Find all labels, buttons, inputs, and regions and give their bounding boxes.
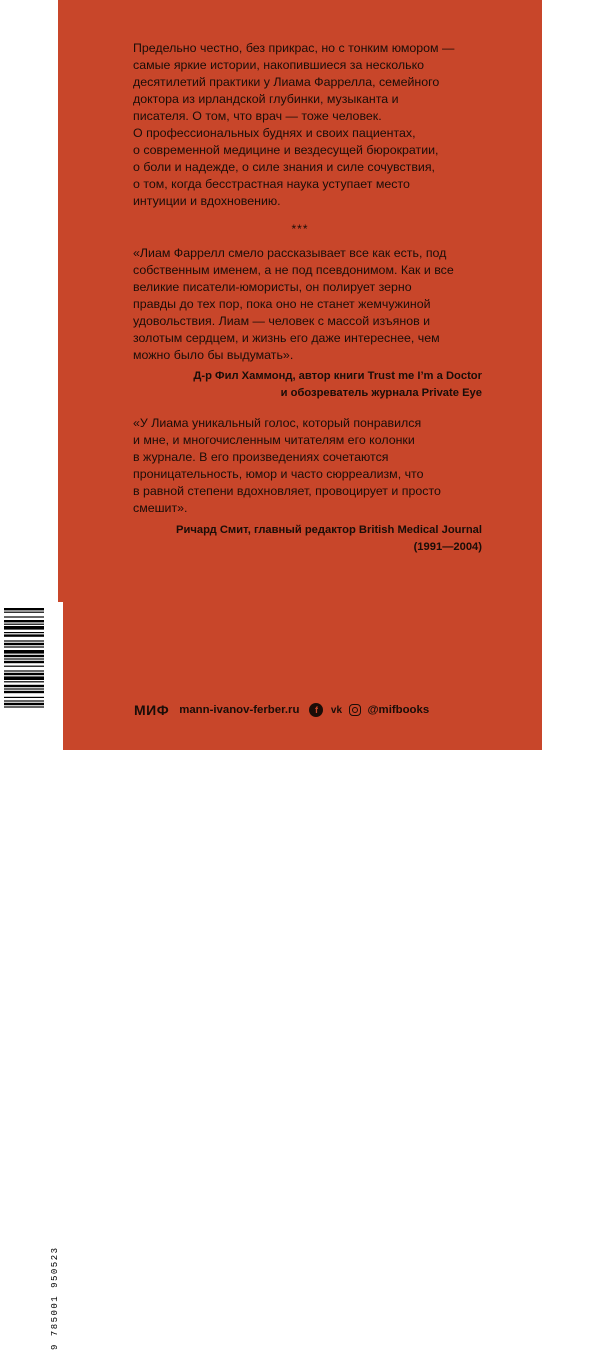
quote-line: золотым сердцем, и жизнь его даже интереснее, чем [133,331,440,345]
quote-line: можно было бы выдумать». [133,348,294,362]
quote-line: проницательность, юмор и часто сюрреализм, что [133,467,424,481]
description-line: Предельно честно, без прикрас, но с тонким юмором — [133,41,455,55]
barcode-bar [4,706,44,707]
quote-line: удовольствия. Лиам — человек с массой изъянов и [133,314,431,328]
quote-line: и мне, и многочисленным читателям его колонки [133,433,415,447]
description-line: десятилетий практики у Лиама Фаррелла, семейного [133,75,440,89]
publisher-website-link[interactable]: mann-ivanov-ferber.ru [179,704,300,716]
barcode-bar [4,643,44,645]
description-line: о современной медицине и вездесущей бюрократии, [133,143,439,157]
barcode-bar [4,624,44,625]
quote-line: «У Лиама уникальный голос, который понравился [133,416,422,430]
description-line: писателя. О том, что врач — тоже человек. [133,109,382,123]
barcode-bar [4,620,44,622]
vk-icon[interactable]: vk [330,704,343,716]
barcode-bar [4,703,44,705]
barcode-bar [4,646,44,647]
barcode-bar [4,673,44,675]
attribution-line: и обозреватель журнала Private Eye [280,387,482,399]
barcode-digits: 9 785001 950523 [50,1246,60,1350]
quote-attribution-smith [176,522,482,556]
social-handle[interactable]: @mifbooks [367,704,430,716]
publisher-logo: МИФ [134,702,170,718]
description-line: О профессиональных буднях и своих пациентах, [133,126,416,140]
attribution-line: Д-р Фил Хаммонд, автор книги Trust me I’m a Doctor [193,370,482,382]
publisher-footer [134,701,429,719]
quote-line: собственным именем, а не под псевдонимом. Как и все [133,263,454,277]
barcode-bar [4,655,44,657]
barcode-bar [4,697,44,698]
attribution-line: Ричард Смит, главный редактор British Medical Journal [176,524,482,536]
quote-line: «Лиам Фаррелл смело рассказывает все как есть, под [133,246,447,260]
instagram-icon[interactable] [349,704,361,716]
barcode-bar [4,616,44,617]
quote-attribution-hammond [193,368,482,402]
barcode-bar [4,685,44,687]
barcode-bar [4,691,44,693]
barcode-bar [4,700,44,701]
description-line: о боли и надежде, о силе знания и силе сочувствия, [133,160,435,174]
review-quote-hammond [133,245,454,364]
barcode-bar [4,632,44,633]
description-line: доктора из ирландской глубинки, музыканта и [133,92,399,106]
review-quote-smith [133,415,441,517]
barcode-bar [4,688,44,689]
book-description [133,40,454,210]
section-separator: *** [291,222,309,236]
quote-line: великие писатели-юмористы, он полирует зерно [133,280,412,294]
barcode-bar [4,676,44,680]
barcode-bar [4,608,44,610]
back-cover [58,0,542,750]
barcode-bar [4,661,44,663]
facebook-icon[interactable]: f [309,703,323,717]
barcode-bar [4,670,44,671]
description-line: о том, когда бесстрастная наука уступает место [133,177,410,191]
quote-line: смешит». [133,501,188,515]
description-line: интуиции и вдохновению. [133,194,281,208]
barcode-bar [4,650,44,654]
quote-line: правды до тех пор, пока оно не станет жемчужиной [133,297,431,311]
quote-line: в журнале. В его произведениях сочетаются [133,450,389,464]
barcode-bars [4,608,44,744]
barcode-bar [4,612,44,613]
barcode-bar [4,681,44,682]
quote-line: в равной степени вдохновляет, провоцирует и просто [133,484,441,498]
isbn-barcode [0,602,63,1350]
attribution-line: (1991—2004) [413,541,482,553]
barcode-bar [4,666,44,667]
description-line: самые яркие истории, накопившиеся за несколько [133,58,425,72]
barcode-bar [4,626,44,630]
barcode-bar [4,640,44,641]
barcode-bar [4,634,44,636]
barcode-bar [4,658,44,659]
